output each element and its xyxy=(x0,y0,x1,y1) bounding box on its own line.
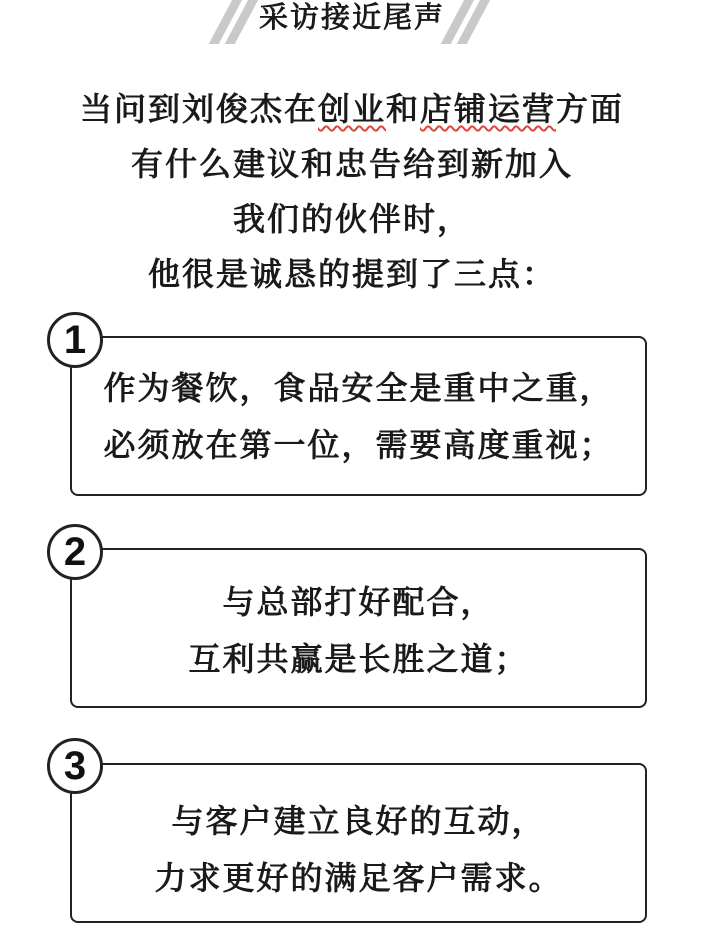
point-line: 力求更好的满足客户需求。 xyxy=(154,859,563,897)
number-badge-3: 3 xyxy=(47,738,103,794)
number-badge-2: 2 xyxy=(47,524,103,580)
intro-text: 和 xyxy=(385,90,420,128)
intro-text: 方面 xyxy=(556,90,625,128)
header-title: 采访接近尾声 xyxy=(258,0,445,34)
point-line: 互利共赢是长胜之道； xyxy=(188,640,529,678)
point-card-3 xyxy=(70,763,647,923)
point-line: 与总部打好配合， xyxy=(222,583,495,621)
number-badge-1: 1 xyxy=(47,312,103,368)
intro-line-3: 我们的伙伴时， xyxy=(232,200,471,238)
underlined-keyword: 店铺运营 xyxy=(420,90,557,128)
intro-paragraph xyxy=(0,82,704,302)
point-text-2 xyxy=(72,574,645,688)
intro-line-1 xyxy=(0,82,704,137)
intro-line-4: 他很是诚恳的提到了三点： xyxy=(147,255,556,293)
point-line: 必须放在第一位，需要高度重视； xyxy=(103,426,614,464)
point-text-1 xyxy=(72,360,645,474)
point-line: 与客户建立良好的互动， xyxy=(171,802,546,840)
point-card-1 xyxy=(70,336,647,496)
intro-text: 当问到刘俊杰在 xyxy=(79,90,318,128)
intro-line-2: 有什么建议和忠告给到新加入 xyxy=(130,145,573,183)
point-line: 作为餐饮，食品安全是重中之重， xyxy=(103,369,614,407)
underlined-keyword: 创业 xyxy=(317,90,386,128)
point-text-3 xyxy=(72,793,645,907)
section-header xyxy=(0,0,704,48)
point-card-2 xyxy=(70,548,647,708)
